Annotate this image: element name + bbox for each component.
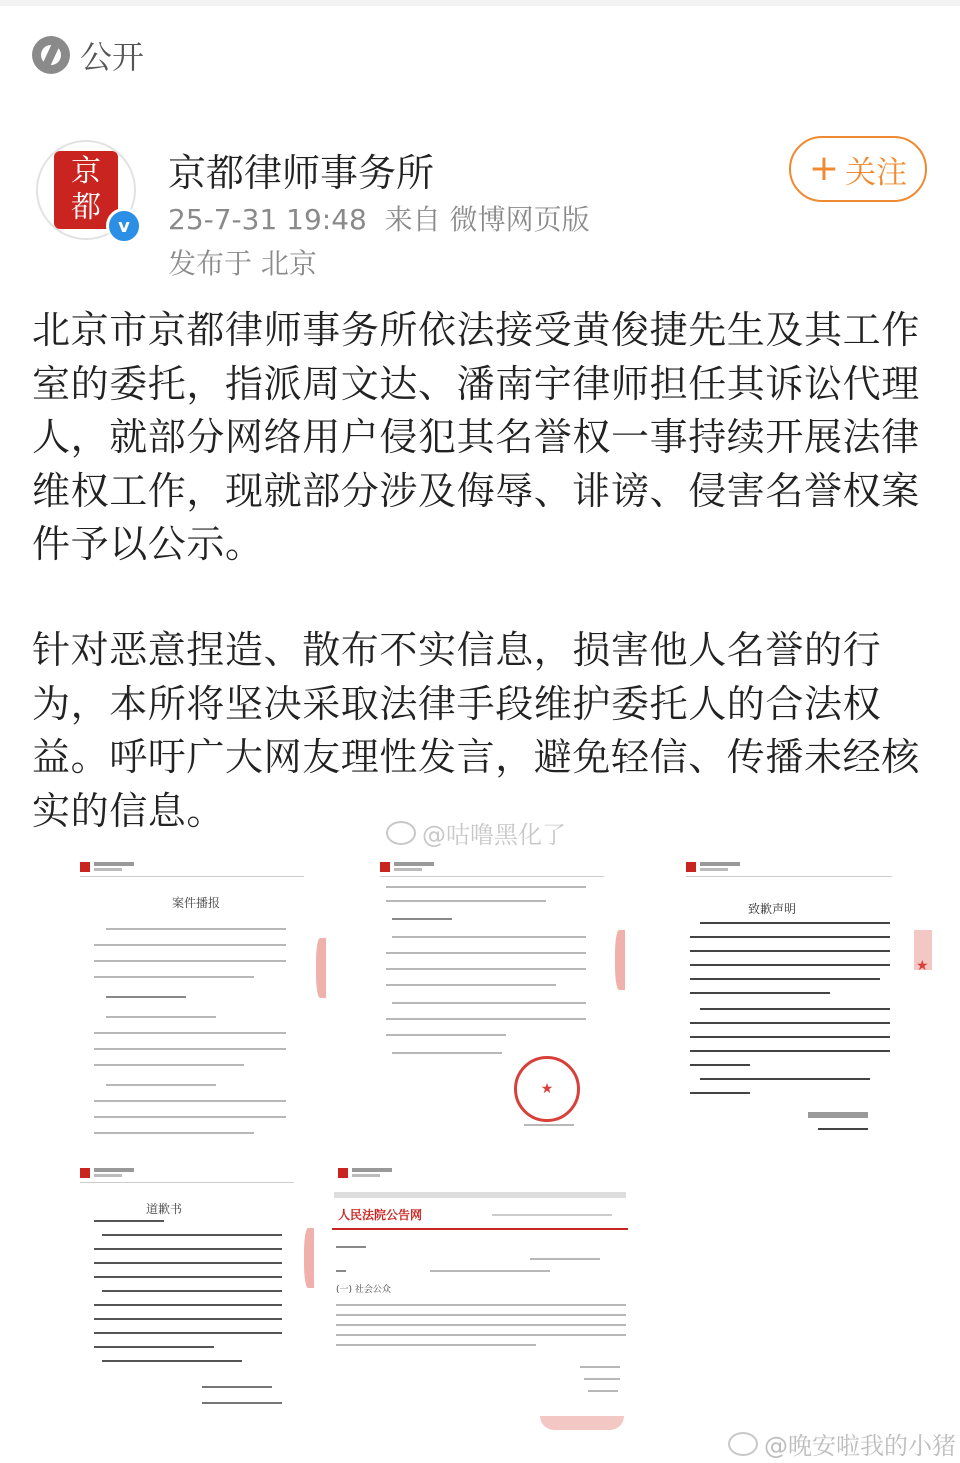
post-paragraph-2: 针对恶意捏造、散布不实信息，损害他人名誉的行为，本所将坚决采取法律手段维护委托人的合法权益。呼吁广大网友理性发言，避免轻信、传播未经核实的信息。 — [32, 628, 920, 833]
attached-image-4[interactable]: 道歉书 — [72, 1162, 302, 1412]
seal-logo: 京 都 — [54, 151, 118, 229]
follow-label: 关注 — [845, 154, 908, 191]
attached-image-3[interactable]: 致歉声明 — [678, 856, 900, 1140]
stamp-edge — [615, 930, 625, 990]
law-firm-stamp: ★ — [514, 1056, 580, 1122]
post-location: 发布于 北京 — [168, 247, 317, 280]
stamp-edge — [540, 1416, 624, 1430]
watermark-mid: @咕噜黑化了 — [386, 815, 566, 850]
post-paragraph-1: 北京市京都律师事务所依法接受黄俊捷先生及其工作室的委托，指派周文达、潘南宇律师担任其诉讼代理人，就部分网络用户侵犯其名誉权一事持续开展法律维权工作，现就部分涉及侮辱、诽谤、侵害名誉权案件予以公示。 — [32, 308, 920, 566]
attached-image-5[interactable]: 人民法院公告网 (一) 社会公众 — [330, 1162, 630, 1414]
top-edge — [0, 0, 960, 6]
verified-badge-icon: v — [106, 208, 142, 244]
visibility-label: 公开 — [80, 38, 145, 76]
stamp-edge — [316, 938, 326, 998]
stamp-edge — [304, 1228, 314, 1288]
weibo-logo-icon — [386, 821, 416, 845]
follow-button[interactable] — [789, 136, 927, 202]
post-time-source: 25-7-31 19:48 来自 微博网页版 — [168, 203, 590, 236]
attached-image-1[interactable]: 案件播报 — [72, 856, 312, 1138]
globe-icon — [32, 36, 70, 74]
watermark-bottom: @晚安啦我的小猪 — [728, 1426, 956, 1461]
plus-icon: + — [808, 148, 840, 189]
attached-image-2[interactable] — [372, 856, 612, 1138]
visibility-indicator[interactable] — [32, 32, 144, 78]
star-icon: ★ — [916, 958, 929, 974]
weibo-logo-icon — [728, 1432, 758, 1456]
account-name[interactable]: 京都律师事务所 — [168, 151, 435, 195]
